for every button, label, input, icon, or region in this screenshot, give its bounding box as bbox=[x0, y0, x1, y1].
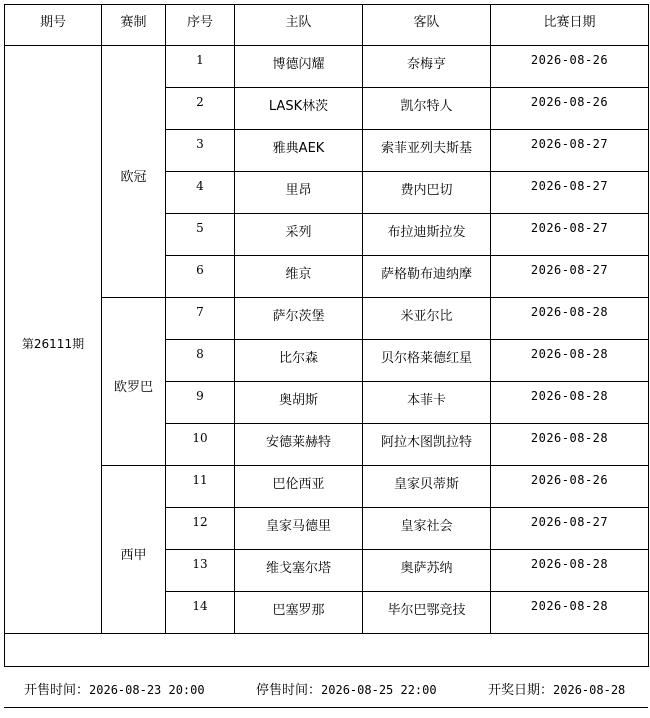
match-date: 2026-08-26 bbox=[491, 466, 649, 508]
home-team: 维京 bbox=[235, 256, 363, 298]
home-team: 皇家马德里 bbox=[235, 508, 363, 550]
match-seq: 14 bbox=[166, 592, 235, 634]
header-date: 比赛日期 bbox=[491, 5, 649, 46]
away-team: 皇家贝蒂斯 bbox=[363, 466, 491, 508]
header-competition: 赛制 bbox=[102, 5, 166, 46]
home-team: LASK林茨 bbox=[235, 88, 363, 130]
match-seq: 2 bbox=[166, 88, 235, 130]
sale-start-label: 开售时间： bbox=[24, 683, 90, 698]
header-away: 客队 bbox=[363, 5, 491, 46]
match-date: 2026-08-28 bbox=[491, 298, 649, 340]
match-seq: 10 bbox=[166, 424, 235, 466]
table-header-row bbox=[5, 5, 649, 46]
table-row bbox=[5, 298, 649, 340]
match-seq: 4 bbox=[166, 172, 235, 214]
draw-date-info bbox=[488, 679, 625, 698]
home-team: 雅典AEK bbox=[235, 130, 363, 172]
match-date: 2026-08-27 bbox=[491, 172, 649, 214]
home-team: 安德莱赫特 bbox=[235, 424, 363, 466]
header-seq: 序号 bbox=[166, 5, 235, 46]
draw-date-value: 2026-08-28 bbox=[553, 683, 626, 697]
match-date: 2026-08-27 bbox=[491, 214, 649, 256]
match-date: 2026-08-27 bbox=[491, 256, 649, 298]
sale-info-footer bbox=[4, 671, 648, 709]
match-date: 2026-08-28 bbox=[491, 550, 649, 592]
footer-divider bbox=[4, 707, 648, 708]
away-team: 奈梅亨 bbox=[363, 46, 491, 88]
header-issue: 期号 bbox=[5, 5, 102, 46]
away-team: 索菲亚列夫斯基 bbox=[363, 130, 491, 172]
table-row bbox=[5, 466, 649, 508]
match-date: 2026-08-28 bbox=[491, 382, 649, 424]
issue-number: 第26111期 bbox=[5, 46, 102, 634]
away-team: 毕尔巴鄂竞技 bbox=[363, 592, 491, 634]
sale-stop-info bbox=[256, 679, 437, 698]
sale-start-info bbox=[24, 679, 205, 698]
away-team: 费内巴切 bbox=[363, 172, 491, 214]
away-team: 阿拉木图凯拉特 bbox=[363, 424, 491, 466]
match-seq: 6 bbox=[166, 256, 235, 298]
match-seq: 1 bbox=[166, 46, 235, 88]
sale-stop-value: 2026-08-25 22:00 bbox=[321, 683, 437, 697]
match-seq: 5 bbox=[166, 214, 235, 256]
match-date: 2026-08-27 bbox=[491, 508, 649, 550]
away-team: 米亚尔比 bbox=[363, 298, 491, 340]
match-seq: 9 bbox=[166, 382, 235, 424]
home-team: 维戈塞尔塔 bbox=[235, 550, 363, 592]
competition-uel: 欧罗巴 bbox=[102, 298, 166, 466]
match-seq: 7 bbox=[166, 298, 235, 340]
draw-date-label: 开奖日期： bbox=[488, 683, 554, 698]
match-date: 2026-08-28 bbox=[491, 424, 649, 466]
home-team: 里昂 bbox=[235, 172, 363, 214]
match-seq: 13 bbox=[166, 550, 235, 592]
match-schedule-table bbox=[4, 4, 649, 667]
table-row bbox=[5, 46, 649, 88]
away-team: 凯尔特人 bbox=[363, 88, 491, 130]
away-team: 皇家社会 bbox=[363, 508, 491, 550]
empty-spacer-row bbox=[5, 634, 649, 667]
away-team: 布拉迪斯拉发 bbox=[363, 214, 491, 256]
home-team: 奥胡斯 bbox=[235, 382, 363, 424]
match-date: 2026-08-26 bbox=[491, 46, 649, 88]
match-seq: 8 bbox=[166, 340, 235, 382]
match-date: 2026-08-28 bbox=[491, 340, 649, 382]
home-team: 萨尔茨堡 bbox=[235, 298, 363, 340]
match-date: 2026-08-26 bbox=[491, 88, 649, 130]
home-team: 采列 bbox=[235, 214, 363, 256]
home-team: 巴塞罗那 bbox=[235, 592, 363, 634]
away-team: 贝尔格莱德红星 bbox=[363, 340, 491, 382]
away-team: 本菲卡 bbox=[363, 382, 491, 424]
sale-start-value: 2026-08-23 20:00 bbox=[89, 683, 205, 697]
match-seq: 11 bbox=[166, 466, 235, 508]
match-date: 2026-08-28 bbox=[491, 592, 649, 634]
match-date: 2026-08-27 bbox=[491, 130, 649, 172]
competition-laliga: 西甲 bbox=[102, 466, 166, 634]
away-team: 萨格勒布迪纳摩 bbox=[363, 256, 491, 298]
match-seq: 3 bbox=[166, 130, 235, 172]
home-team: 比尔森 bbox=[235, 340, 363, 382]
header-home: 主队 bbox=[235, 5, 363, 46]
sale-stop-label: 停售时间： bbox=[256, 683, 322, 698]
competition-ucl: 欧冠 bbox=[102, 46, 166, 298]
away-team: 奥萨苏纳 bbox=[363, 550, 491, 592]
home-team: 博德闪耀 bbox=[235, 46, 363, 88]
match-seq: 12 bbox=[166, 508, 235, 550]
home-team: 巴伦西亚 bbox=[235, 466, 363, 508]
empty-cell bbox=[5, 634, 649, 667]
